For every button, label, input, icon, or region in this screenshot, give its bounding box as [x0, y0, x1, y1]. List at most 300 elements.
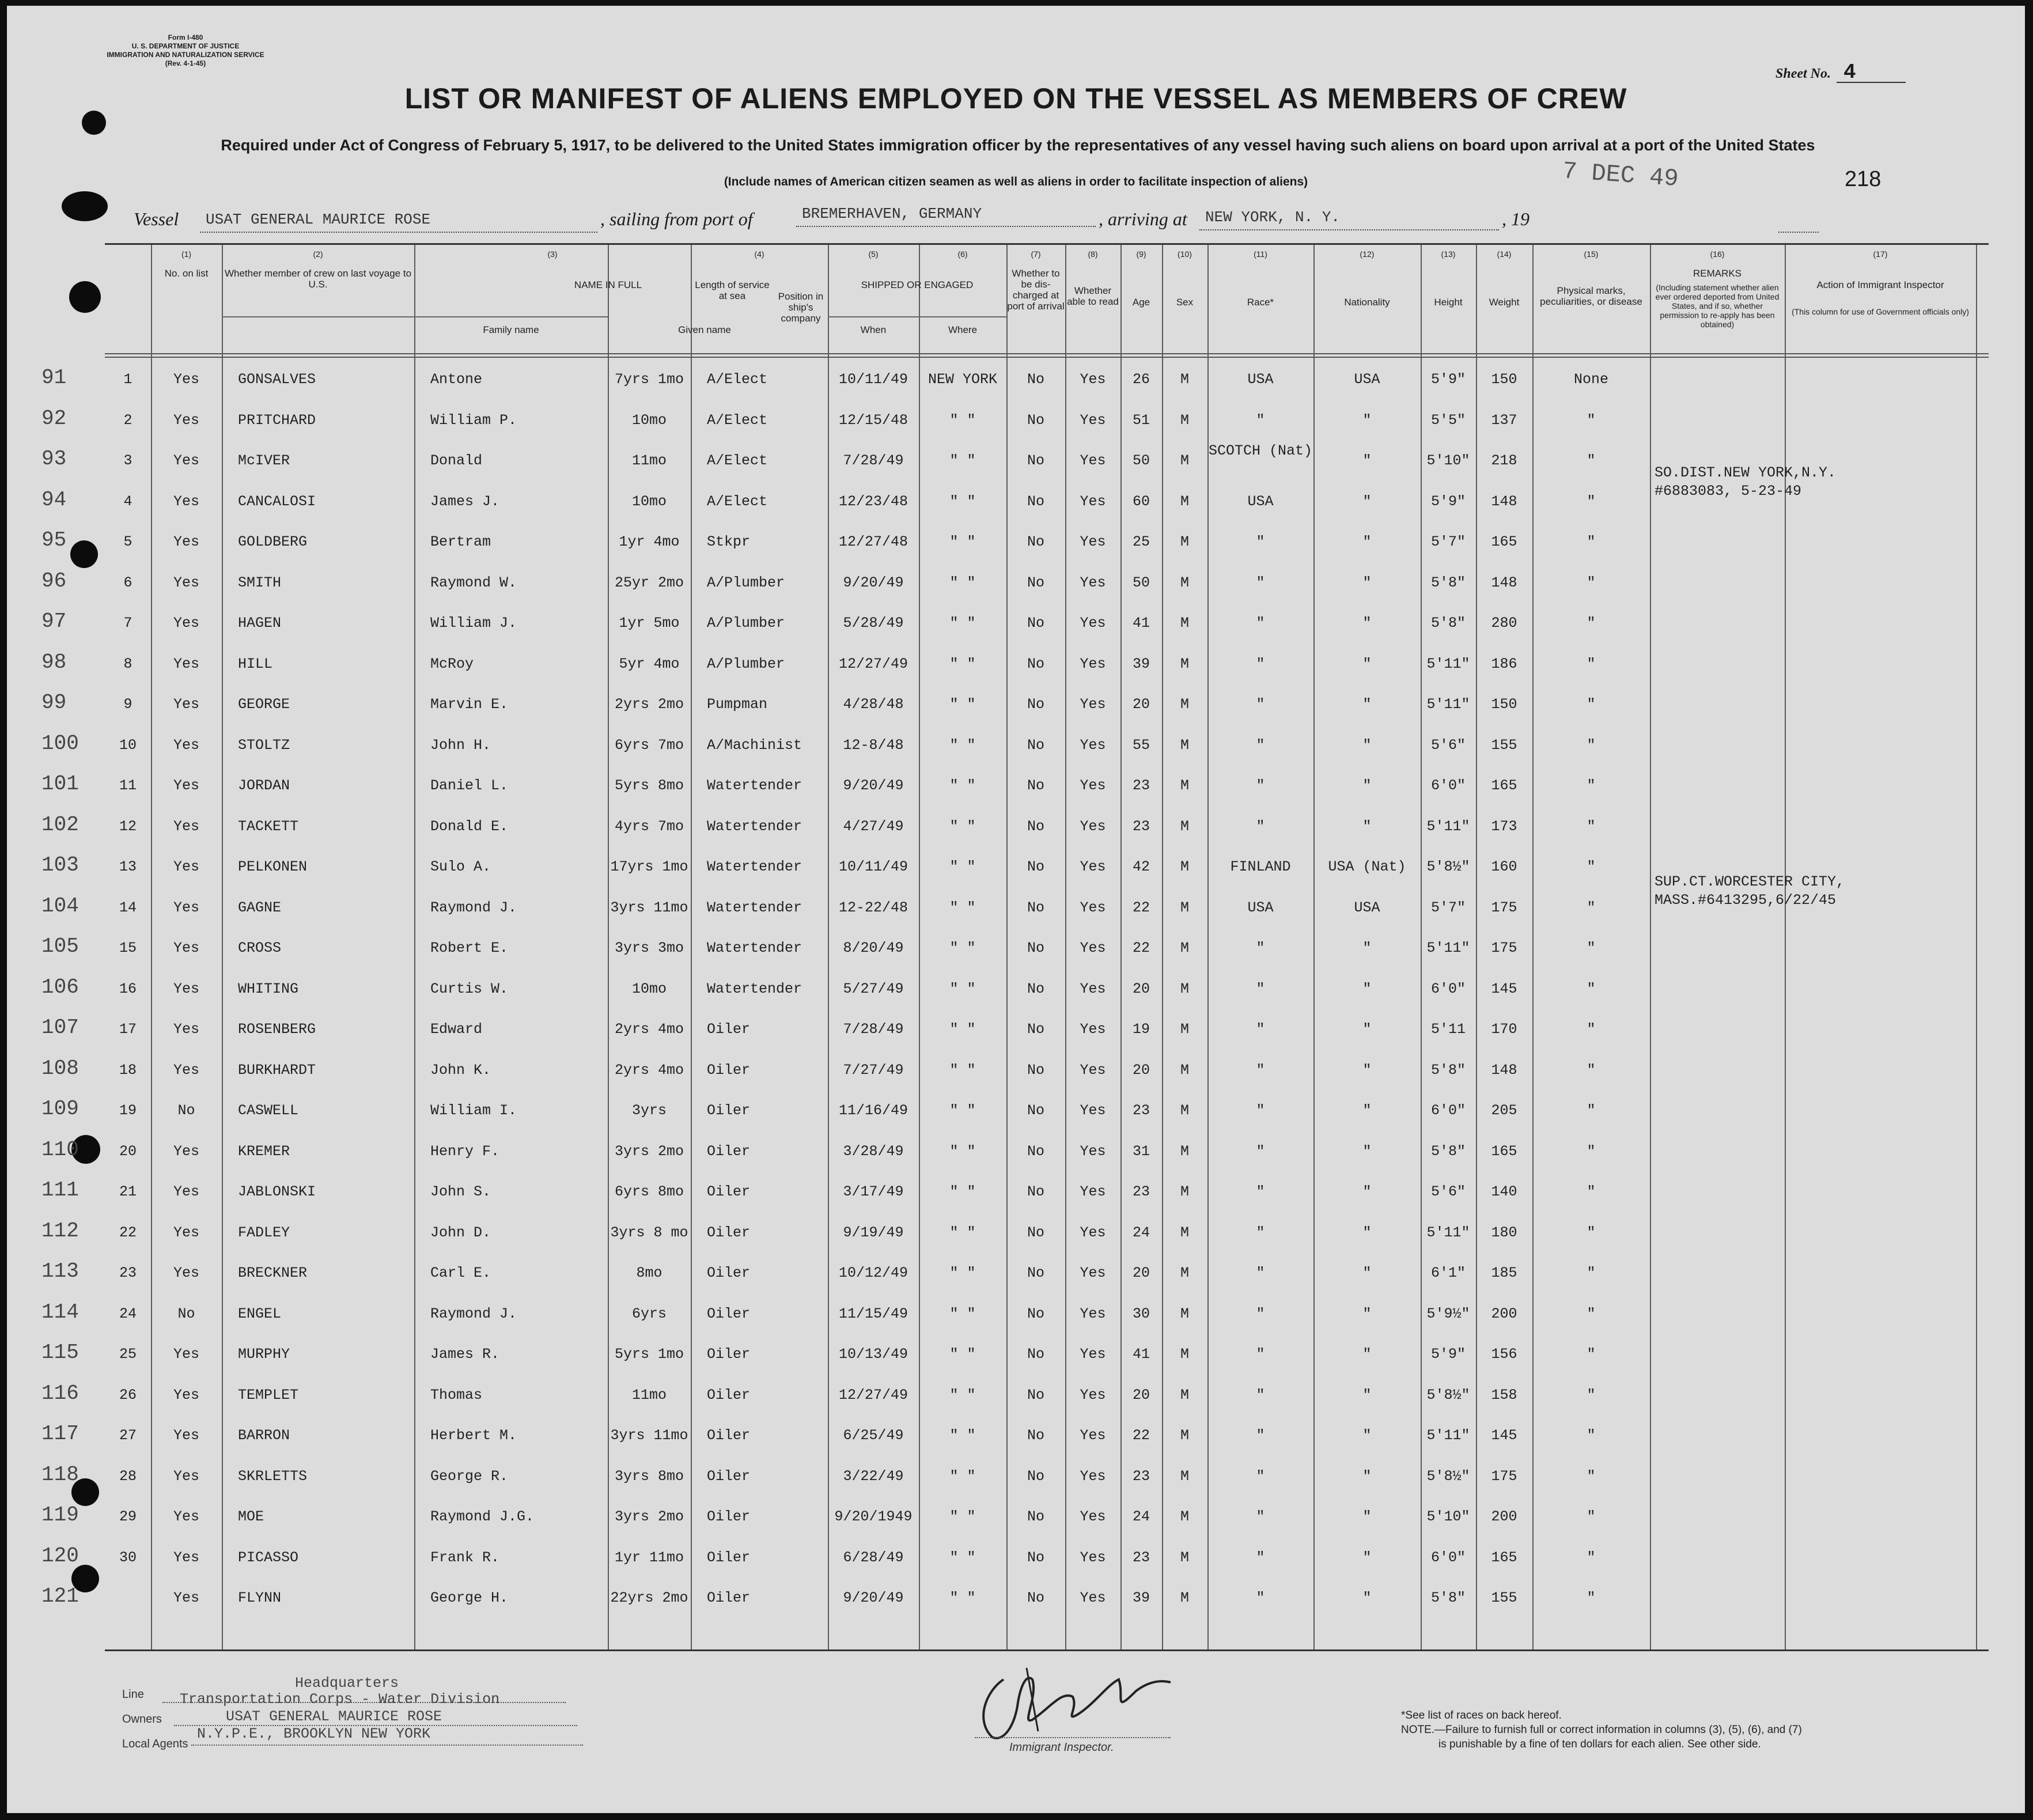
- cell-nationality: ": [1362, 452, 1372, 469]
- cell-given-name: Sulo A.: [430, 858, 491, 875]
- cell-height: 5'11: [1430, 1021, 1466, 1038]
- cell-shipped-where: " ": [949, 1021, 976, 1038]
- cell-height: 5'9": [1430, 1346, 1466, 1363]
- cell-family-name: JORDAN: [238, 777, 290, 794]
- cell-age: 25: [1132, 533, 1150, 550]
- cell-age: 60: [1132, 493, 1150, 510]
- cell-length-of-service: 2yrs 2mo: [614, 696, 684, 713]
- header-length-of-service: Length of service at sea: [695, 279, 770, 301]
- margin-line-number: 112: [41, 1219, 79, 1243]
- year-label: , 19: [1502, 209, 1530, 229]
- cell-given-name: Bertram: [430, 533, 491, 550]
- cell-height: 5'8": [1430, 1142, 1466, 1160]
- vessel-line: [7, 205, 2025, 237]
- cell-list-number: 2: [123, 411, 132, 429]
- cell-height: 5'10": [1426, 1508, 1470, 1525]
- margin-line-number: 95: [41, 528, 67, 552]
- margin-line-number: 117: [41, 1422, 79, 1446]
- cell-family-name: BARRON: [238, 1427, 290, 1444]
- cell-list-number: 23: [119, 1265, 137, 1281]
- cell-last-voyage: Yes: [173, 1590, 199, 1606]
- cell-length-of-service: 5yrs 8mo: [614, 777, 684, 794]
- cell-shipped-where: " ": [949, 1224, 976, 1241]
- year-field: [1778, 209, 1819, 233]
- cell-length-of-service: 5yrs 1mo: [614, 1346, 684, 1363]
- cell-discharged: No: [1027, 655, 1044, 672]
- cell-list-number: 9: [123, 696, 132, 713]
- crew-row: [105, 1538, 1989, 1577]
- cell-shipped-where: " ": [949, 736, 976, 754]
- cell-height: 5'9": [1430, 493, 1466, 510]
- line-value-1: Headquarters: [295, 1675, 399, 1692]
- cell-weight: 165: [1491, 533, 1517, 550]
- cell-shipped-where: " ": [949, 452, 976, 469]
- cell-height: 5'6": [1430, 1183, 1466, 1200]
- cell-nationality: ": [1362, 655, 1372, 672]
- crew-row: [105, 604, 1989, 643]
- cell-last-voyage: Yes: [173, 858, 199, 875]
- header-member-of-crew: Whether member of crew on last voyage to U.S.: [224, 268, 412, 290]
- cell-age: 41: [1132, 615, 1150, 631]
- cell-shipped-where: " ": [949, 899, 976, 916]
- cell-nationality: ": [1362, 615, 1372, 631]
- cell-discharged: No: [1027, 615, 1044, 631]
- cell-shipped-when: 12-8/48: [843, 736, 904, 754]
- cell-shipped-when: 5/27/49: [843, 980, 904, 997]
- cell-able-to-read: Yes: [1080, 818, 1106, 835]
- cell-weight: 175: [1491, 1467, 1517, 1485]
- column-number-c1: (1): [181, 249, 192, 259]
- column-number-c3: (3): [547, 249, 558, 259]
- cell-family-name: TEMPLET: [238, 1386, 299, 1403]
- line-value-2: Transportation Corps - Water Division: [180, 1691, 500, 1708]
- cell-position: Oiler: [707, 1549, 751, 1566]
- cell-able-to-read: Yes: [1080, 411, 1106, 429]
- cell-able-to-read: Yes: [1080, 899, 1106, 916]
- crew-row: [105, 1579, 1989, 1618]
- cell-nationality: ": [1362, 940, 1372, 956]
- cell-shipped-when: 12/27/49: [838, 1386, 908, 1403]
- cell-physical-marks: ": [1587, 493, 1596, 510]
- cell-sex: M: [1180, 818, 1189, 835]
- cell-height: 5'11": [1426, 696, 1470, 713]
- cell-family-name: CASWELL: [238, 1102, 299, 1119]
- column-number-c4: (4): [754, 249, 764, 259]
- header-action-inspector: Action of Immigrant Inspector: [1816, 279, 1944, 290]
- cell-weight: 200: [1491, 1305, 1517, 1322]
- column-number-c13: (13): [1441, 249, 1456, 259]
- cell-nationality: ": [1362, 574, 1372, 591]
- cell-sex: M: [1180, 899, 1189, 916]
- cell-length-of-service: 25yr 2mo: [614, 574, 684, 591]
- cell-sex: M: [1180, 371, 1189, 388]
- cell-shipped-when: 10/12/49: [838, 1265, 908, 1281]
- cell-height: 5'11": [1426, 940, 1470, 956]
- cell-weight: 165: [1491, 777, 1517, 794]
- cell-able-to-read: Yes: [1080, 940, 1106, 956]
- cell-able-to-read: Yes: [1080, 980, 1106, 997]
- cell-position: Oiler: [707, 1021, 751, 1038]
- punch-hole: [69, 281, 101, 313]
- cell-nationality: ": [1362, 1142, 1372, 1160]
- column-number-c12: (12): [1360, 249, 1375, 259]
- cell-last-voyage: Yes: [173, 1061, 199, 1079]
- sailing-port: BREMERHAVEN, GERMANY: [796, 203, 1096, 227]
- cell-weight: 170: [1491, 1021, 1517, 1038]
- cell-position: Oiler: [707, 1305, 751, 1322]
- cell-position: Watertender: [707, 777, 802, 794]
- cell-physical-marks: ": [1587, 615, 1596, 631]
- cell-shipped-when: 4/28/48: [843, 696, 904, 713]
- cell-height: 5'8": [1430, 574, 1466, 591]
- cell-shipped-where: " ": [949, 1508, 976, 1525]
- local-agents-label: Local Agents: [122, 1738, 188, 1750]
- cell-given-name: John K.: [430, 1061, 491, 1079]
- cell-shipped-when: 12-22/48: [838, 899, 908, 916]
- form-identification: [105, 33, 266, 68]
- margin-line-number: 97: [41, 610, 67, 633]
- cell-given-name: George R.: [430, 1467, 509, 1485]
- cell-race: ": [1256, 1265, 1265, 1281]
- handwritten-number: 218: [1845, 167, 1881, 191]
- crew-row: [105, 1376, 1989, 1415]
- cell-family-name: JABLONSKI: [238, 1183, 316, 1200]
- cell-able-to-read: Yes: [1080, 1549, 1106, 1566]
- header-no-on-list: No. on list: [164, 268, 209, 279]
- cell-able-to-read: Yes: [1080, 1305, 1106, 1322]
- cell-position: Watertender: [707, 980, 802, 997]
- cell-sex: M: [1180, 858, 1189, 875]
- cell-discharged: No: [1027, 940, 1044, 956]
- cell-family-name: PELKONEN: [238, 858, 308, 875]
- header-age: Age: [1132, 297, 1150, 308]
- cell-given-name: Raymond J.: [430, 899, 517, 916]
- cell-weight: 280: [1491, 615, 1517, 631]
- cell-sex: M: [1180, 1021, 1189, 1038]
- cell-shipped-where: " ": [949, 574, 976, 591]
- immigrant-inspector-label: Immigrant Inspector.: [1009, 1741, 1114, 1754]
- cell-race: SCOTCH (Nat): [1208, 442, 1313, 459]
- cell-position: A/Plumber: [707, 655, 785, 672]
- cell-race: ": [1256, 1467, 1265, 1485]
- cell-position: Stkpr: [707, 533, 751, 550]
- cell-able-to-read: Yes: [1080, 615, 1106, 631]
- cell-shipped-when: 7/28/49: [843, 1021, 904, 1038]
- cell-nationality: ": [1362, 1102, 1372, 1119]
- cell-discharged: No: [1027, 1549, 1044, 1566]
- cell-race: ": [1256, 696, 1265, 713]
- cell-weight: 155: [1491, 736, 1517, 754]
- header-nationality: Nationality: [1344, 297, 1390, 308]
- cell-shipped-when: 8/20/49: [843, 940, 904, 956]
- cell-nationality: ": [1362, 777, 1372, 794]
- cell-shipped-where: " ": [949, 1183, 976, 1200]
- cell-discharged: No: [1027, 411, 1044, 429]
- cell-able-to-read: Yes: [1080, 1590, 1106, 1606]
- cell-last-voyage: Yes: [173, 777, 199, 794]
- cell-last-voyage: Yes: [173, 940, 199, 956]
- cell-list-number: 22: [119, 1224, 137, 1241]
- cell-shipped-when: 3/17/49: [843, 1183, 904, 1200]
- cell-able-to-read: Yes: [1080, 736, 1106, 754]
- cell-race: USA: [1247, 899, 1274, 916]
- cell-race: ": [1256, 533, 1265, 550]
- cell-race: ": [1256, 1386, 1265, 1403]
- cell-position: Oiler: [707, 1467, 751, 1485]
- cell-position: Oiler: [707, 1386, 751, 1403]
- cell-nationality: ": [1362, 1508, 1372, 1525]
- cell-family-name: FLYNN: [238, 1590, 282, 1606]
- cell-age: 20: [1132, 1386, 1150, 1403]
- cell-nationality: ": [1362, 1061, 1372, 1079]
- cell-discharged: No: [1027, 574, 1044, 591]
- cell-weight: 185: [1491, 1265, 1517, 1281]
- cell-shipped-where: " ": [949, 777, 976, 794]
- cell-family-name: MOE: [238, 1508, 264, 1525]
- column-number-c16: (16): [1710, 249, 1725, 259]
- cell-position: Watertender: [707, 940, 802, 956]
- cell-length-of-service: 3yrs 11mo: [610, 1427, 688, 1444]
- cell-height: 6'0": [1430, 1102, 1466, 1119]
- crew-row: [105, 360, 1989, 399]
- cell-sex: M: [1180, 452, 1189, 469]
- cell-age: 23: [1132, 1183, 1150, 1200]
- cell-family-name: McIVER: [238, 452, 290, 469]
- cell-physical-marks: ": [1587, 1427, 1596, 1444]
- cell-shipped-where: " ": [949, 1467, 976, 1485]
- owners-value: USAT GENERAL MAURICE ROSE: [226, 1708, 442, 1725]
- cell-length-of-service: 10mo: [631, 980, 667, 997]
- cell-given-name: Donald E.: [430, 818, 509, 835]
- cell-race: USA: [1247, 493, 1274, 510]
- cell-physical-marks: ": [1587, 777, 1596, 794]
- cell-age: 22: [1132, 940, 1150, 956]
- cell-sex: M: [1180, 696, 1189, 713]
- header-position: Position in ship's company: [778, 291, 824, 324]
- cell-length-of-service: 1yr 11mo: [614, 1549, 684, 1566]
- crew-row: [105, 1295, 1989, 1334]
- cell-age: 26: [1132, 371, 1150, 388]
- cell-given-name: Raymond W.: [430, 574, 517, 591]
- cell-nationality: ": [1362, 1346, 1372, 1363]
- cell-nationality: ": [1362, 1590, 1372, 1606]
- cell-weight: 205: [1491, 1102, 1517, 1119]
- cell-list-number: 18: [119, 1061, 137, 1079]
- cell-race: ": [1256, 615, 1265, 631]
- cell-physical-marks: None: [1573, 371, 1608, 388]
- cell-length-of-service: 3yrs 8 mo: [610, 1224, 688, 1241]
- cell-shipped-when: 7/28/49: [843, 452, 904, 469]
- crew-row: [105, 1132, 1989, 1171]
- cell-given-name: Edward: [430, 1021, 483, 1038]
- cell-weight: 140: [1491, 1183, 1517, 1200]
- cell-list-number: [105, 1579, 151, 1618]
- header-race: Race*: [1247, 297, 1274, 308]
- cell-age: 20: [1132, 980, 1150, 997]
- cell-sex: M: [1180, 1467, 1189, 1485]
- cell-physical-marks: ": [1587, 696, 1596, 713]
- column-number-c11: (11): [1254, 249, 1267, 259]
- remark-line: MASS.#6413295,6/22/45: [1655, 892, 1837, 909]
- margin-line-number: 106: [41, 975, 79, 999]
- cell-given-name: James J.: [430, 493, 500, 510]
- cell-given-name: William J.: [430, 615, 517, 631]
- cell-length-of-service: 3yrs 2mo: [614, 1508, 684, 1525]
- cell-physical-marks: ": [1587, 818, 1596, 835]
- crew-row: [105, 807, 1989, 846]
- cell-list-number: 5: [123, 533, 132, 550]
- cell-family-name: GAGNE: [238, 899, 282, 916]
- cell-nationality: ": [1362, 1549, 1372, 1566]
- cell-family-name: FADLEY: [238, 1224, 290, 1241]
- cell-last-voyage: Yes: [173, 1224, 199, 1241]
- cell-weight: 186: [1491, 655, 1517, 672]
- margin-line-number: 113: [41, 1259, 79, 1283]
- cell-discharged: No: [1027, 1427, 1044, 1444]
- cell-shipped-where: " ": [949, 858, 976, 875]
- cell-race: FINLAND: [1230, 858, 1291, 875]
- cell-given-name: John H.: [430, 736, 491, 754]
- cell-weight: 173: [1491, 818, 1517, 835]
- cell-family-name: CANCALOSI: [238, 493, 316, 510]
- cell-list-number: 21: [119, 1183, 137, 1200]
- column-number-c6: (6): [957, 249, 968, 259]
- crew-manifest-table: [105, 243, 1989, 1651]
- cell-race: ": [1256, 1549, 1265, 1566]
- cell-weight: 148: [1491, 493, 1517, 510]
- cell-shipped-where: " ": [949, 533, 976, 550]
- cell-able-to-read: Yes: [1080, 1467, 1106, 1485]
- cell-nationality: ": [1362, 696, 1372, 713]
- cell-race: ": [1256, 1346, 1265, 1363]
- manifest-sheet: [7, 6, 2025, 1813]
- column-number-c10: (10): [1178, 249, 1192, 259]
- revision-date: (Rev. 4-1-45): [165, 59, 206, 67]
- cell-shipped-when: 12/27/49: [838, 655, 908, 672]
- cell-race: ": [1256, 1305, 1265, 1322]
- cell-sex: M: [1180, 1305, 1189, 1322]
- cell-discharged: No: [1027, 533, 1044, 550]
- cell-list-number: 10: [119, 736, 137, 754]
- margin-line-number: 107: [41, 1016, 79, 1039]
- cell-shipped-when: 11/15/49: [838, 1305, 908, 1322]
- cell-position: A/Elect: [707, 411, 768, 429]
- margin-line-number: 92: [41, 406, 67, 430]
- cell-list-number: 17: [119, 1021, 137, 1038]
- cell-position: Oiler: [707, 1346, 751, 1363]
- cell-physical-marks: ": [1587, 1102, 1596, 1119]
- cell-age: 51: [1132, 411, 1150, 429]
- cell-nationality: ": [1362, 1386, 1372, 1403]
- margin-line-number: 119: [41, 1503, 79, 1527]
- cell-last-voyage: Yes: [173, 1386, 199, 1403]
- department-name: U. S. DEPARTMENT OF JUSTICE: [131, 42, 240, 50]
- cell-age: 42: [1132, 858, 1150, 875]
- cell-physical-marks: ": [1587, 1183, 1596, 1200]
- cell-weight: 218: [1491, 452, 1517, 469]
- cell-discharged: No: [1027, 1508, 1044, 1525]
- cell-weight: 155: [1491, 1590, 1517, 1606]
- cell-given-name: Raymond J.G.: [430, 1508, 535, 1525]
- margin-line-number: 91: [41, 366, 67, 389]
- cell-last-voyage: Yes: [173, 1549, 199, 1566]
- cell-age: 55: [1132, 736, 1150, 754]
- cell-race: ": [1256, 1508, 1265, 1525]
- cell-height: 5'9": [1430, 371, 1466, 388]
- cell-position: Oiler: [707, 1142, 751, 1160]
- cell-able-to-read: Yes: [1080, 371, 1106, 388]
- cell-race: ": [1256, 736, 1265, 754]
- footnote-penalty: NOTE.—Failure to furnish full or correct information in columns (3), (5), (6), and (7): [1401, 1724, 1802, 1736]
- cell-given-name: William P.: [430, 411, 517, 429]
- margin-line-number: 115: [41, 1341, 79, 1364]
- cell-shipped-where: " ": [949, 1386, 976, 1403]
- header-name-in-full: NAME IN FULL: [574, 279, 642, 290]
- cell-shipped-when: 11/16/49: [838, 1102, 908, 1119]
- document-title: LIST OR MANIFEST OF ALIENS EMPLOYED ON THE VESSEL AS MEMBERS OF CREW: [404, 82, 1627, 115]
- cell-height: 6'0": [1430, 777, 1466, 794]
- cell-length-of-service: 2yrs 4mo: [614, 1061, 684, 1079]
- inspector-signature: [963, 1656, 1182, 1749]
- cell-able-to-read: Yes: [1080, 1346, 1106, 1363]
- cell-nationality: ": [1362, 411, 1372, 429]
- cell-family-name: CROSS: [238, 940, 282, 956]
- cell-race: ": [1256, 818, 1265, 835]
- cell-nationality: ": [1362, 1265, 1372, 1281]
- margin-line-number: 118: [41, 1462, 79, 1486]
- cell-last-voyage: Yes: [173, 493, 199, 510]
- document-subnote: (Include names of American citizen seamen as well as aliens in order to facilitate inspection of aliens): [724, 175, 1308, 188]
- remark-line: #6883083, 5-23-49: [1655, 483, 1802, 500]
- cell-height: 5'7": [1430, 533, 1466, 550]
- cell-shipped-where: " ": [949, 615, 976, 631]
- cell-shipped-where: " ": [949, 411, 976, 429]
- cell-shipped-when: 4/27/49: [843, 818, 904, 835]
- cell-age: 23: [1132, 1549, 1150, 1566]
- cell-race: ": [1256, 777, 1265, 794]
- cell-age: 31: [1132, 1142, 1150, 1160]
- cell-weight: 175: [1491, 940, 1517, 956]
- header-when: When: [860, 324, 887, 335]
- crew-row: [105, 401, 1989, 440]
- footnotes: [1401, 1708, 1802, 1751]
- cell-position: Oiler: [707, 1183, 751, 1200]
- cell-length-of-service: 22yrs 2mo: [610, 1590, 688, 1606]
- margin-line-number: 111: [41, 1178, 79, 1202]
- cell-list-number: 30: [119, 1549, 137, 1566]
- cell-age: 22: [1132, 1427, 1150, 1444]
- cell-given-name: Marvin E.: [430, 696, 509, 713]
- cell-last-voyage: Yes: [173, 615, 199, 631]
- form-number: Form I-480: [168, 33, 203, 41]
- cell-last-voyage: Yes: [173, 818, 199, 835]
- margin-line-number: 94: [41, 487, 67, 512]
- cell-list-number: 27: [119, 1427, 137, 1444]
- cell-list-number: 6: [123, 574, 132, 591]
- column-number-c15: (15): [1584, 249, 1599, 259]
- cell-discharged: No: [1027, 1386, 1044, 1403]
- cell-able-to-read: Yes: [1080, 1183, 1106, 1200]
- cell-family-name: KREMER: [238, 1142, 290, 1160]
- cell-shipped-when: 9/20/1949: [834, 1508, 913, 1525]
- cell-position: Oiler: [707, 1590, 751, 1606]
- cell-weight: 150: [1491, 696, 1517, 713]
- cell-sex: M: [1180, 493, 1189, 510]
- cell-able-to-read: Yes: [1080, 452, 1106, 469]
- crew-row: [105, 929, 1989, 968]
- cell-able-to-read: Yes: [1080, 696, 1106, 713]
- cell-length-of-service: 11mo: [631, 452, 667, 469]
